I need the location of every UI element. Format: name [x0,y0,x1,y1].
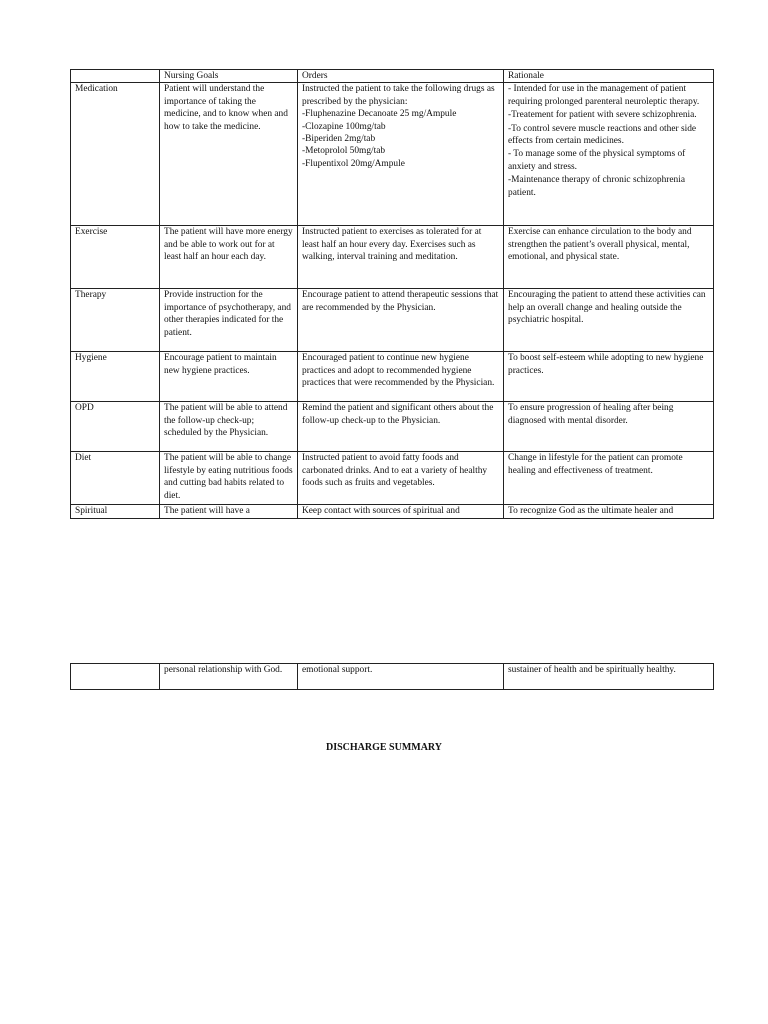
rationale-cell: sustainer of health and be spiritually healthy. [504,664,714,690]
order-line: Instructed the patient to take the following drugs as prescribed by the physician: [302,84,495,107]
table-row [71,289,714,352]
header-row [71,70,714,83]
category-cell: Spiritual [71,505,160,518]
category-cell: Medication [71,83,160,226]
category-cell: Therapy [71,289,160,352]
goal-cell: The patient will be able to attend the follow-up check-up; scheduled by the Physician. [160,402,298,452]
rationale-cell: To recognize God as the ultimate healer and [504,505,714,518]
care-plan-table [70,69,714,519]
header-nursing-goals: Nursing Goals [160,70,298,83]
goal-cell: Encourage patient to maintain new hygiene practices. [160,352,298,402]
table-row [71,664,714,690]
rationale-cell: To boost self-esteem while adopting to new hygiene practices. [504,352,714,402]
table-row [71,402,714,452]
rationale-cell: Change in lifestyle for the patient can promote healing and effectiveness of treatment. [504,452,714,505]
goal-cell: Patient will understand the importance of taking the medicine, and to know when and how to take the medicine. [160,83,298,226]
orders-cell: Encourage patient to attend therapeutic sessions that are recommended by the Physician. [298,289,504,352]
table-row [71,226,714,289]
orders-cell [298,83,504,226]
goal-cell: The patient will be able to change lifestyle by eating nutritious foods and cutting bad habits related to diet. [160,452,298,505]
discharge-summary-heading: DISCHARGE SUMMARY [325,742,443,753]
order-line: -Biperiden 2mg/tab [302,134,376,145]
table-row [71,505,714,518]
orders-cell: Instructed patient to avoid fatty foods and carbonated drinks. And to eat a variety of healthy foods such as fruits and vegetables. [298,452,504,505]
orders-cell: Keep contact with sources of spiritual and [298,505,504,518]
rationale-cell [504,83,714,226]
category-cell: Hygiene [71,352,160,402]
order-line: -Flupentixol 20mg/Ampule [302,158,405,169]
orders-cell: Encouraged patient to continue new hygiene practices and adopt to recommended hygiene practices that were recommended by the Physician. [298,352,504,402]
order-line: -Metoprolol 50mg/tab [302,146,386,157]
rationale-line: -Treatement for patient with severe schizophrenia. [508,110,697,121]
rationale-cell: Exercise can enhance circulation to the body and strengthen the patient’s overall physical, mental, emotional, and physical state. [504,226,714,289]
goal-cell: Provide instruction for the importance of psychotherapy, and other therapies indicated for the patient. [160,289,298,352]
goal-cell: The patient will have a [160,505,298,518]
continuation-table [70,663,714,690]
header-cell-blank [71,70,160,83]
table-row [71,352,714,402]
category-cell [71,664,160,690]
rationale-line: -Maintenance therapy of chronic schizophrenia patient. [508,175,686,198]
table-row [71,83,714,226]
category-cell: Exercise [71,226,160,289]
rationale-cell: To ensure progression of healing after being diagnosed with mental disorder. [504,402,714,452]
category-cell: OPD [71,402,160,452]
category-cell: Diet [71,452,160,505]
rationale-cell: Encouraging the patient to attend these activities can help an overall change and healing outside the psychiatric hospital. [504,289,714,352]
goal-cell: personal relationship with God. [160,664,298,690]
orders-cell: Instructed patient to exercises as tolerated for at least half an hour every day. Exercises such as walking, interval training and meditation. [298,226,504,289]
orders-cell: emotional support. [298,664,504,690]
header-rationale: Rationale [504,70,714,83]
goal-cell: The patient will have more energy and be able to work out for at least half an hour each day. [160,226,298,289]
orders-cell: Remind the patient and significant others about the follow-up check-up to the Physician. [298,402,504,452]
table-row [71,452,714,505]
order-line: -Fluphenazine Decanoate 25 mg/Ampule [302,109,457,120]
order-line: -Clozapine 100mg/tab [302,121,386,132]
rationale-line: - To manage some of the physical symptoms of anxiety and stress. [508,149,686,172]
rationale-line: -To control severe muscle reactions and other side effects from certain medicines. [508,123,697,147]
rationale-line: - Intended for use in the management of patient requiring prolonged parenteral neuroleptic therapy. [508,84,700,107]
header-orders: Orders [298,70,504,83]
